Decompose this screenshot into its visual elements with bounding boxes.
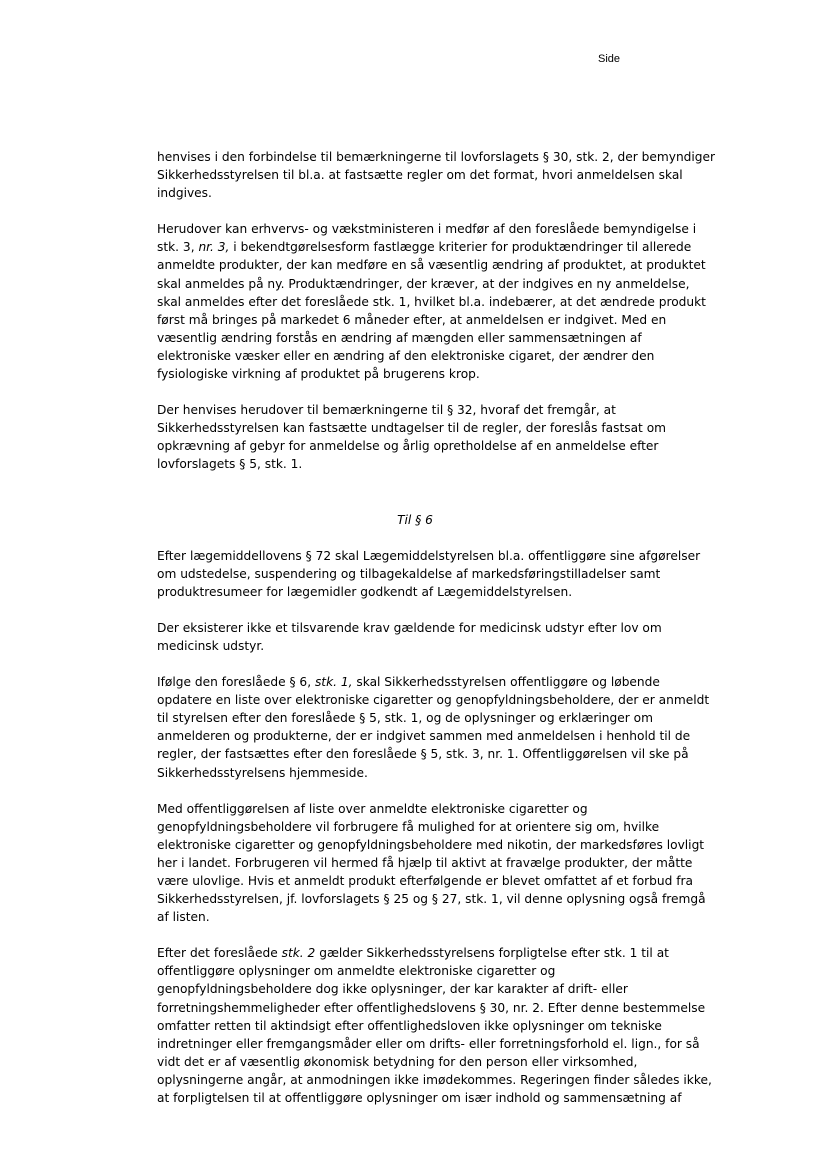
section-heading: Til § 6 [397, 512, 433, 527]
document-body [157, 148, 716, 1107]
section-paragraph-1: Efter lægemiddellovens § 72 skal Lægemiddelstyrelsen bl.a. offentliggøre sine afgørelser om udstedelse, suspendering og tilbagekaldelse af markedsføringstilladelser samt produktresumeer for lægemidler godkendt af Lægemiddelstyrelsen. [157, 548, 701, 599]
page-label: Side [598, 53, 621, 65]
paragraph-3: Der henvises herudover til bemærkningerne til § 32, hvoraf det fremgår, at Sikkerhedsstyrelsen kan fastsætte undtagelser til de regler, der foreslås fastsat om opkrævning af gebyr for anmeldelse og årlig opretholdelse af en anmeldelse efter lovforslagets § 5, stk. 1. [157, 403, 667, 472]
paragraph-2: Herudover kan erhvervs- og vækstministeren i medfør af den foreslåede bemyndigelse i stk. 3, nr. 3, i bekendtgørelsesform fastlægge kriterier for produktændringer til allerede anmeldte produkter, der kan medføre en så væsentlig ændring af produktet, at produktet skal anmeldes på ny. Produktændringer, der kræver, at der indgives en ny anmeldelse, skal anmeldes efter det foreslåede stk. 1, hvilket bl.a. indebærer, at det ændrede produkt først må bringes på markedet 6 måneder efter, at anmeldelsen er indgivet. Med en væsentlig ændring forstås en ændring af mængden eller sammensætningen af elektroniske væsker eller en ændring af den elektroniske cigaret, der ændrer den fysiologiske virkning af produktet på brugerens krop. [157, 222, 706, 382]
section-paragraph-3: Ifølge den foreslåede § 6, stk. 1, skal Sikkerhedsstyrelsen offentliggøre og løbende opdatere en liste over elektroniske cigaretter og genopfyldningsbeholdere, der er anmeldt til styrelsen efter den foreslåede § 5, stk. 1, og de oplysninger og erklæringer om anmelderen og produkterne, der er indgivet sammen med anmeldelsen i henhold til de regler, der fastsættes efter den foreslåede § 5, stk. 3, nr. 1. Offentliggørelsen vil ske på Sikkerhedsstyrelsens hjemmeside. [157, 675, 710, 780]
section-paragraph-4: Med offentliggørelsen af liste over anmeldte elektroniske cigaretter og genopfyldningsbeholdere vil forbrugere få mulighed for at orientere sig om, hvilke elektroniske cigaretter og genopfyldningsbeholdere med nikotin, der markedsføres lovligt her i landet. Forbrugeren vil hermed få hjælp til aktivt at fravælge produkter, der måtte være ulovlige. Hvis et anmeldt produkt efterfølgende er blevet omfattet af et forbud fra Sikkerhedsstyrelsen, jf. lovforslagets § 25 og § 27, stk. 1, vil denne oplysning også fremgå af listen. [157, 801, 706, 925]
paragraph-1: henvises i den forbindelse til bemærkningerne til lovforslagets § 30, stk. 2, der bemyndiger Sikkerhedsstyrelsen til bl.a. at fastsætte regler om det format, hvori anmeldelsen skal indgives. [157, 150, 716, 201]
section-paragraph-2: Der eksisterer ikke et tilsvarende krav gældende for medicinsk udstyr efter lov om medicinsk udstyr. [157, 620, 662, 653]
section-paragraph-5: Efter det foreslåede stk. 2 gælder Sikkerhedsstyrelsens forpligtelse efter stk. 1 til at offentliggøre oplysninger om anmeldte elektroniske cigaretter og genopfyldningsbeholdere dog ikke oplysninger, der kar karakter af drift- eller forretningshemmeligheder efter offentlighedslovens § 30, nr. 2. Efter denne bestemmelse omfatter retten til aktindsigt efter offentlighedsloven ikke oplysninger om tekniske indretninger eller fremgangsmåder eller om drifts- eller forretningsforhold el. lign., for så vidt det er af væsentlig økonomisk betydning for den person eller virksomhed, oplysningerne angår, at anmodningen ikke imødekommes. Regeringen finder således ikke, at forpligtelsen til at offentliggøre oplysninger om især indhold og sammensætning af [157, 946, 712, 1106]
